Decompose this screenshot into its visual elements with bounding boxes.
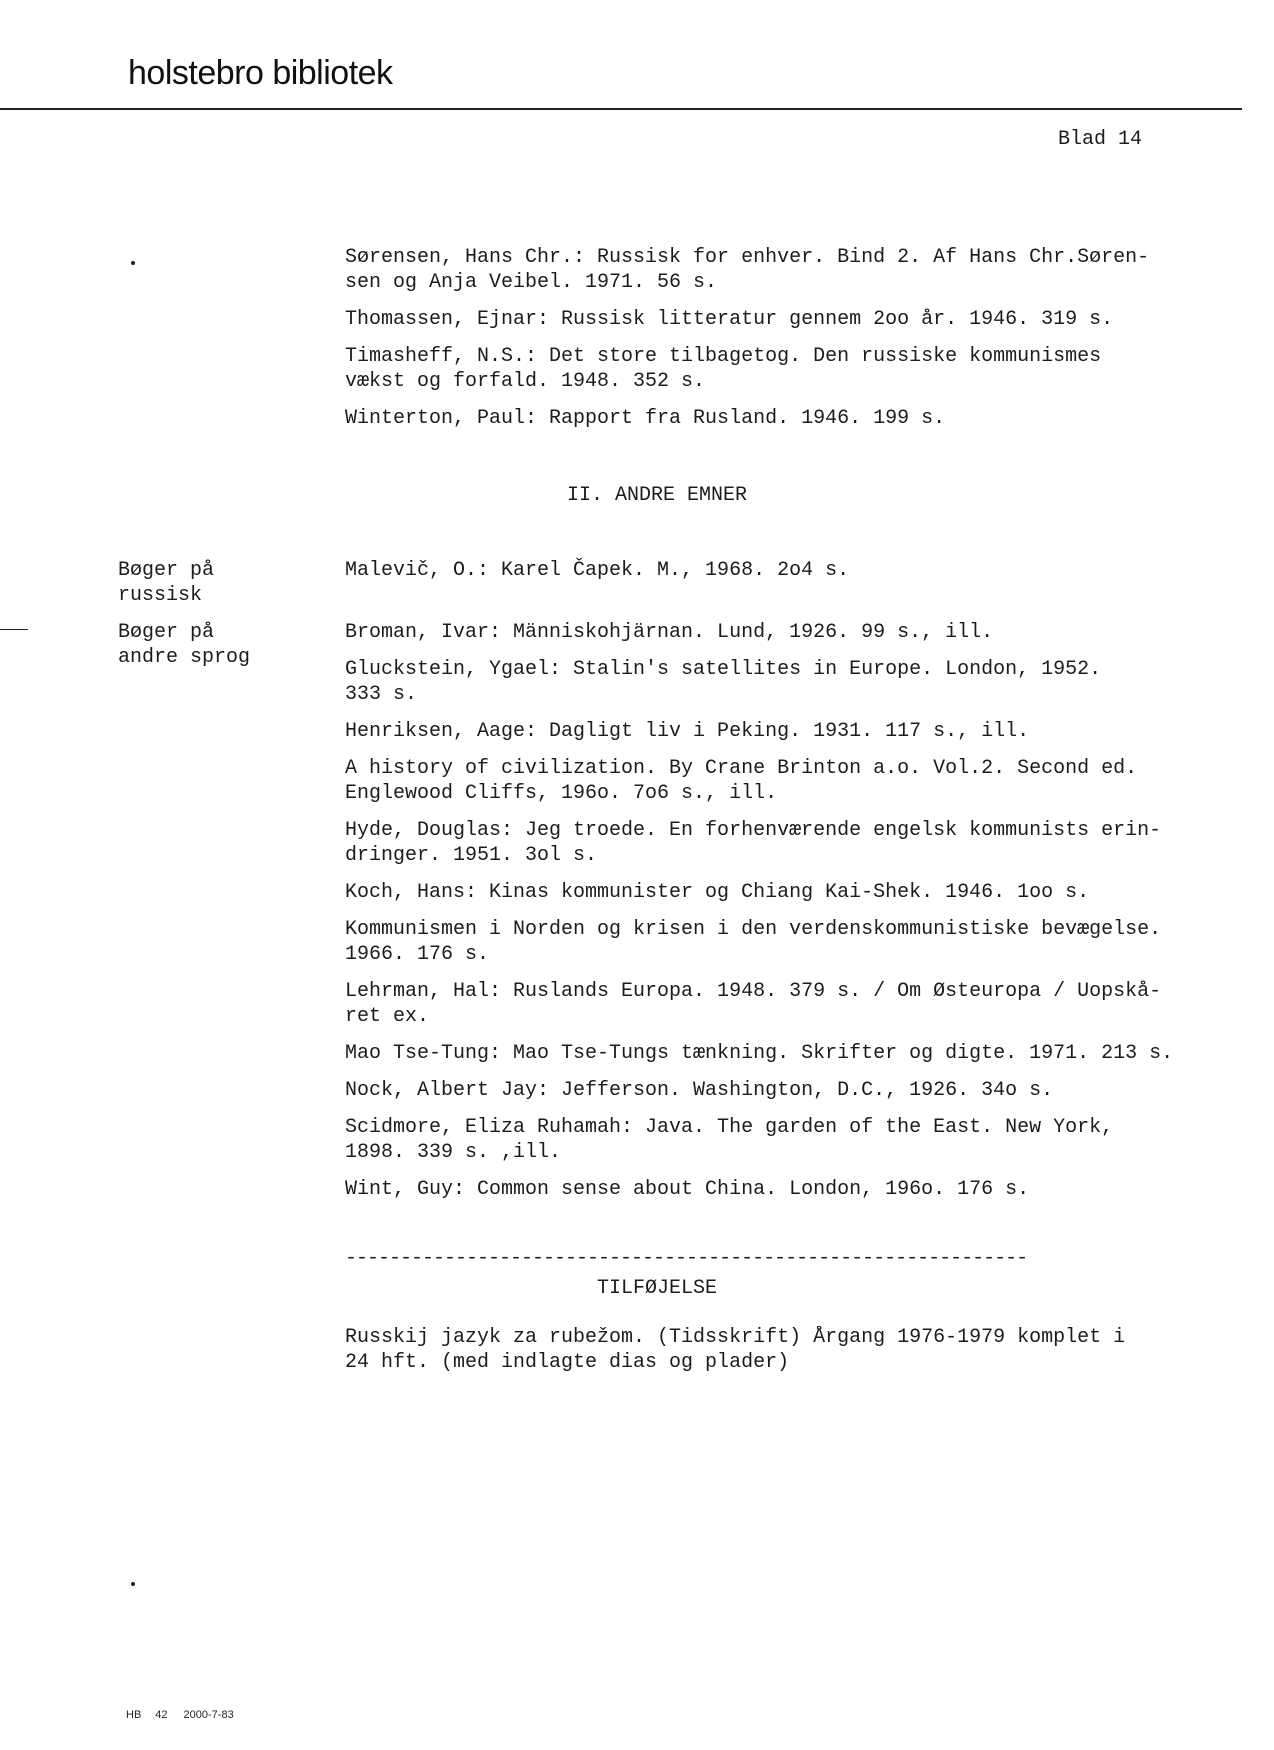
margin-label-russian: Bøger på russisk [118, 559, 215, 607]
form-code [126, 1709, 246, 1721]
section-heading-text: II. ANDRE EMNER [566, 484, 748, 507]
header-rule [0, 108, 1242, 110]
section-heading [0, 483, 1274, 508]
entry: Thomassen, Ejnar: Russisk litteratur gennem 2oo år. 1946. 319 s. [345, 308, 1114, 331]
other-language-entries [345, 620, 1215, 1214]
form-date-code: 2000-7-83 [183, 1709, 234, 1721]
form-number: 42 [155, 1709, 168, 1721]
entry: Scidmore, Eliza Ruhamah: Java. The garden of the East. New York, 1898. 339 s. ,ill. [345, 1116, 1114, 1164]
separator-line: -------------------------------------------------------------- [345, 1247, 1028, 1270]
margin-dot [131, 1582, 135, 1586]
entry: Mao Tse-Tung: Mao Tse-Tungs tænkning. Skrifter og digte. 1971. 213 s. [345, 1042, 1174, 1065]
entry: Hyde, Douglas: Jeg troede. En forhenværende engelsk kommunists erin- dringer. 1951. 3ol s. [345, 819, 1162, 867]
entry: A history of civilization. By Crane Brinton a.o. Vol.2. Second ed. Englewood Cliffs, 196o. 7o6 s., ill. [345, 757, 1138, 805]
entry: Wint, Guy: Common sense about China. London, 196o. 176 s. [345, 1178, 1030, 1201]
entry: Nock, Albert Jay: Jefferson. Washington, D.C., 1926. 34o s. [345, 1079, 1054, 1102]
margin-label-other-languages: Bøger på andre sprog [118, 621, 251, 669]
top-entries [345, 245, 1215, 443]
entry: Sørensen, Hans Chr.: Russisk for enhver. Bind 2. Af Hans Chr.Søren- sen og Anja Veibel. 1971. 56 s. [345, 246, 1150, 294]
entry: Winterton, Paul: Rapport fra Rusland. 1946. 199 s. [345, 407, 946, 430]
entry: Henriksen, Aage: Dagligt liv i Peking. 1931. 117 s., ill. [345, 720, 1030, 743]
entry: Lehrman, Hal: Ruslands Europa. 1948. 379 s. / Om Østeuropa / Uopskå- ret ex. [345, 980, 1162, 1028]
entry: Timasheff, N.S.: Det store tilbagetog. Den russiske kommunismes vækst og forfald. 1948. 352 s. [345, 345, 1102, 393]
entry: Russkij jazyk za rubežom. (Tidsskrift) Årgang 1976-1979 komplet i 24 hft. (med indlagte dias og plader) [345, 1326, 1126, 1374]
entry: Malevič, O.: Karel Čapek. M., 1968. 2o4 s. [345, 559, 850, 582]
form-prefix: HB [126, 1709, 142, 1721]
entry: Koch, Hans: Kinas kommunister og Chiang Kai-Shek. 1946. 1oo s. [345, 881, 1090, 904]
addendum-heading [0, 1276, 1274, 1301]
page-number: Blad 14 [1058, 128, 1143, 151]
russian-entries [345, 558, 1215, 595]
entry: Kommunismen i Norden og krisen i den verdenskommunistiske bevægelse. 1966. 176 s. [345, 918, 1162, 966]
entry: Broman, Ivar: Människohjärnan. Lund, 1926. 99 s., ill. [345, 621, 994, 644]
margin-tick [0, 629, 28, 630]
entry: Gluckstein, Ygael: Stalin's satellites in Europe. London, 1952. 333 s. [345, 658, 1102, 706]
margin-dot [131, 261, 135, 265]
addendum-entries [345, 1325, 1215, 1387]
library-name: holstebro bibliotek [128, 54, 393, 92]
addendum-heading-text: TILFØJELSE [596, 1277, 718, 1300]
